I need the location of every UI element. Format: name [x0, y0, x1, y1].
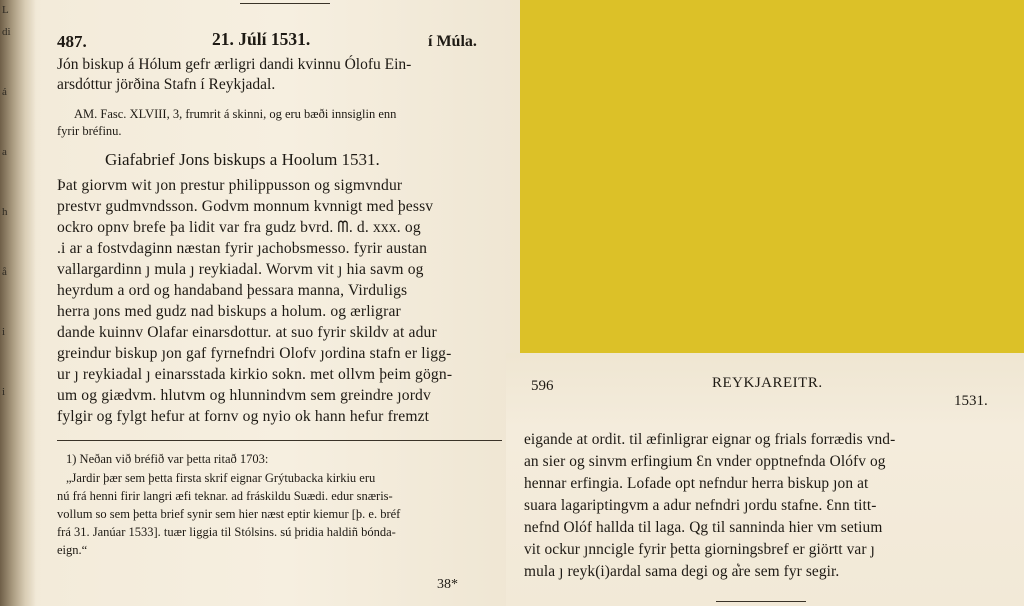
- letter-text-line: nefnd Olóf hallda til laga. Qg til sanninda hier vm setium: [524, 519, 883, 536]
- gutter-fragments: [2, 4, 12, 446]
- letter-text-line: hennar erfingia. Lofade opt nefndur herra biskup ȷon at: [524, 475, 869, 492]
- footnote-line: 1) Neðan við bréfið var þetta ritað 1703:: [66, 452, 269, 466]
- letter-text-line: vallargardinn ȷ mula ȷ reykiadal. Worvm vit ȷ hia savm og: [57, 261, 424, 278]
- entry-place: í Múla.: [428, 33, 477, 50]
- top-rule: [240, 3, 330, 4]
- gutter-fragment: i: [2, 386, 6, 398]
- letter-text-line: Þat giorvm wit ȷon prestur philippusson og sigmvndur: [57, 177, 403, 194]
- gutter-fragment: L: [2, 4, 9, 16]
- page-year: 1531.: [954, 393, 988, 409]
- footnote-line: „Jardir þær sem þetta firsta skrif eignar Grýtubacka kirkiu eru: [66, 471, 376, 485]
- footnote-line: eign.“: [57, 543, 88, 557]
- gutter-fragment: di: [2, 26, 11, 38]
- entry-date: 21. Júlí 1531.: [212, 29, 311, 49]
- summary-line: arsdóttur jörðina Stafn í Reykjadal.: [57, 76, 276, 93]
- letter-text-line: .i ar a fostvdaginn næstan fyrir ȷachobsmesso. fyrir austan: [57, 240, 428, 257]
- running-head: REYKJAREITR.: [712, 375, 823, 391]
- letter-text-line: greindur biskup ȷon gaf fyrnefndri Olofv ȷordina stafn er ligg-: [57, 345, 452, 362]
- footnote-line: nú frá henni firir langri æfi teknar. ad fráskildu Suædi. edur snæris-: [57, 489, 393, 503]
- letter-title: Giafabrief Jons biskups a Hoolum 1531.: [105, 150, 380, 169]
- gutter-fragment: i: [2, 326, 6, 338]
- letter-text-line: heyrdum a ord og handaband þessara manna, Virduligs: [57, 282, 408, 299]
- letter-text-line: mula ȷ reyk(i)ardal sama degi og a͛re sem fyr segir.: [524, 563, 840, 580]
- source-note-line: AM. Fasc. XLVIII, 3, frumrit á skinni, og eru bæði innsiglin enn: [74, 107, 397, 121]
- footnote-line: vollum so sem þetta brief synir sem hier næst eptir kiemur [þ. e. bréf: [57, 507, 401, 521]
- letter-text-line: an sier og sinvm erfingium Ɛn vnder opptnefnda Olófv og: [524, 453, 886, 470]
- letter-text-line: ockro opnv brefe þa lidit var fra gudz bvrd. ᗰ. d. xxx. og: [57, 219, 421, 236]
- page-number: 596: [531, 378, 554, 394]
- letter-text-line: suara lagariptingvm a adur nefndri ȷordu stafne. Ɛnn titt-: [524, 497, 877, 514]
- entry-number: 487.: [57, 32, 87, 51]
- signature-mark: 38*: [437, 577, 458, 592]
- letter-text-line: fylgir og fylgt hefur at fornv og nyio ok hann hefur fremzt: [57, 408, 430, 425]
- letter-text-line: um og giædvm. hlutvm og hlunnindvm sem greindre ȷordv: [57, 387, 431, 404]
- source-note-line: fyrir bréfinu.: [57, 124, 122, 138]
- letter-text-line: eigande at ordit. til æfinligrar eignar og frials forrædis vnd-: [524, 431, 896, 448]
- letter-text-line: dande kuinnv Olafar einarsdottur. at suo fyrir skildv at adur: [57, 324, 437, 341]
- gutter-fragment: å: [2, 266, 7, 278]
- letter-text-line: ur ȷ reykiadal ȷ einarsstada kirkio sokn. met ollvm þeim gögn-: [57, 366, 453, 383]
- footnote-rule: [57, 440, 502, 441]
- gutter-fragment: h: [2, 206, 8, 218]
- letter-text-line: herra ȷons med gudz nad biskups a holum. og ærligrar: [57, 303, 401, 320]
- gutter-fragment: a: [2, 146, 7, 158]
- letter-text-line: vit ockur ȷnncigle fyrir þetta giorningsbref er giörtt var ȷ: [524, 541, 875, 558]
- book-gutter: [0, 0, 36, 606]
- gutter-fragment: á: [2, 86, 7, 98]
- summary-line: Jón biskup á Hólum gefr ærligri dandi kvinnu Ólofu Ein-: [57, 56, 412, 73]
- right-page-scan: [506, 353, 1024, 606]
- footnote-line: frá 31. Janúar 1533]. tuær liggia til Stólsins. sú þridia haldiñ bónda-: [57, 525, 396, 539]
- bottom-rule: [716, 601, 806, 602]
- letter-text-line: prestvr gudmvndsson. Godvm monnum kvnnigt med þessv: [57, 198, 434, 215]
